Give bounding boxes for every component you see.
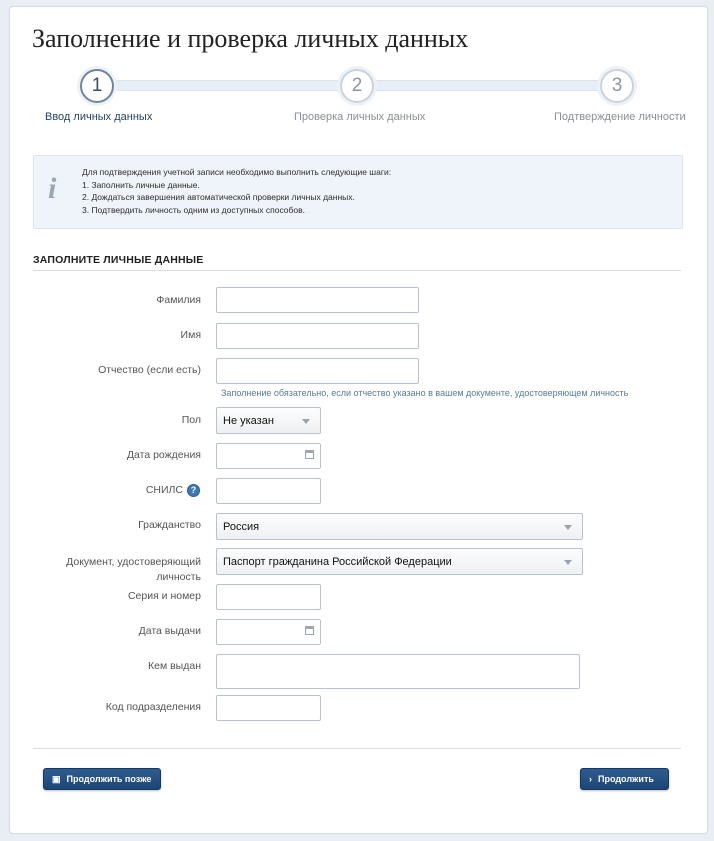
info-intro: Для подтверждения учетной записи необходимо выполнить следующие шаги:	[82, 167, 392, 177]
chevron-right-icon: ›	[589, 774, 592, 784]
chevron-down-icon	[564, 525, 572, 530]
info-step-item: 1. Заполнить личные данные.	[82, 179, 200, 190]
form-bottom-divider	[33, 748, 681, 749]
division-code-label: Код подразделения	[105, 701, 201, 713]
continue-later-button[interactable]	[43, 768, 161, 790]
step-1-label: Ввод личных данных	[45, 111, 153, 123]
info-text	[82, 166, 391, 216]
section-divider	[33, 270, 681, 271]
gender-label: Пол	[181, 414, 201, 426]
snils-input[interactable]	[216, 478, 321, 504]
info-icon: i	[48, 172, 57, 205]
citizenship-select-value: Россия	[223, 520, 260, 533]
chevron-down-icon	[564, 560, 572, 565]
issue-date-label: Дата выдачи	[138, 625, 201, 637]
name-label: Имя	[180, 329, 201, 341]
gender-select-value: Не указан	[223, 414, 274, 427]
step-3-circle: 3	[600, 69, 634, 103]
citizenship-select[interactable]	[216, 513, 583, 540]
calendar-icon[interactable]	[305, 626, 314, 635]
calendar-icon[interactable]	[305, 450, 314, 459]
document-label-line2: личность	[156, 571, 201, 583]
document-label	[66, 555, 201, 585]
chevron-down-icon	[302, 419, 310, 424]
info-step-item: 3. Подтвердить личность одним из доступных способов.	[82, 204, 305, 215]
continue-label: Продолжить	[598, 774, 654, 784]
help-icon[interactable]: ?	[187, 484, 200, 497]
info-step-item: 2. Дождаться завершения автоматической проверки личных данных.	[82, 192, 355, 202]
info-steps-list	[82, 179, 391, 217]
step-2-label: Проверка личных данных	[294, 111, 426, 123]
birthdate-input[interactable]	[216, 443, 321, 469]
surname-input[interactable]	[216, 287, 419, 313]
division-code-input[interactable]	[216, 695, 321, 721]
issue-date-input[interactable]	[216, 619, 321, 645]
surname-label: Фамилия	[156, 294, 201, 306]
section-title: ЗАПОЛНИТЕ ЛИЧНЫЕ ДАННЫЕ	[33, 254, 204, 266]
save-icon: ▣	[52, 773, 61, 784]
continue-later-label: Продолжить позже	[66, 774, 152, 784]
series-input[interactable]	[216, 584, 321, 610]
patronymic-hint: Заполнение обязательно, если отчество указано в вашем документе, удостоверяющем личность	[221, 388, 629, 398]
document-select[interactable]	[216, 548, 583, 575]
gender-select[interactable]	[216, 407, 321, 434]
document-select-value: Паспорт гражданина Российской Федерации	[223, 555, 452, 568]
patronymic-input[interactable]	[216, 358, 419, 384]
issued-by-textarea[interactable]	[216, 654, 580, 689]
step-1-circle: 1	[80, 69, 114, 103]
name-input[interactable]	[216, 323, 419, 349]
birthdate-label: Дата рождения	[126, 449, 201, 461]
patronymic-label: Отчество (если есть)	[98, 364, 201, 376]
snils-label: СНИЛС	[145, 484, 183, 496]
issued-by-label: Кем выдан	[148, 660, 201, 672]
step-3-label: Подтверждение личности	[554, 111, 686, 123]
citizenship-label: Гражданство	[138, 519, 201, 531]
page-title: Заполнение и проверка личных данных	[32, 24, 469, 53]
document-label-line1: Документ, удостоверяющий	[66, 556, 201, 568]
step-2-circle: 2	[340, 69, 374, 103]
continue-button[interactable]	[580, 768, 669, 790]
series-label: Серия и номер	[127, 590, 201, 602]
